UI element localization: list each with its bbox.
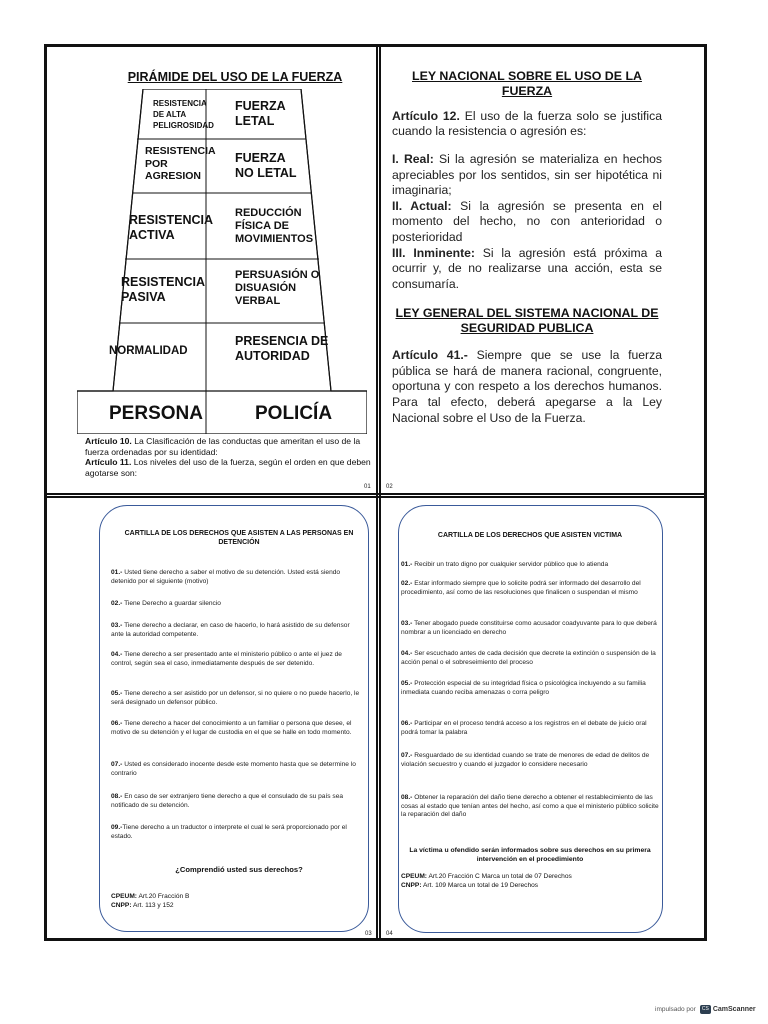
fraction-ii-label: II. Actual: (392, 198, 452, 213)
page-number-03: 03 (365, 931, 372, 937)
item-number: 03.- (111, 622, 123, 629)
fraction-iii-text: Si la agresión está próxima a ocurrir y, de no realizarse una acción, esta se consumaría. (392, 245, 662, 291)
item-number: 06.- (111, 720, 123, 727)
victima-references (401, 873, 657, 891)
art12-text: El uso de la fuerza solo se justifica cuando la resistencia o agresión es: (392, 108, 663, 139)
item-text: Tiene derecho a declarar, en caso de hacerlo, lo hará asistido de su defensor ante la autoridad competente. (111, 622, 350, 638)
item-text: Tener abogado puede constituirse como acusador coadyuvante para lo que deberá nombrar a un licenciado en derecho (401, 620, 657, 636)
victima-right-01 (401, 561, 659, 570)
art41-paragraph (392, 348, 662, 426)
fraction-ii-text: Si la agresión se presenta en el momento del hecho, no con anterioridad o posterioridad (392, 198, 662, 245)
pyramid-base-right: POLICÍA (255, 403, 333, 424)
powered-by-text: impulsado por (655, 1006, 696, 1014)
item-number: 08.- (401, 794, 413, 801)
item-number: 03.- (401, 620, 413, 627)
item-number: 06.- (401, 720, 413, 727)
pyramid-left-level-1: RESISTENCIA DE ALTA PELIGROSIDAD (153, 99, 214, 130)
pyramid-outline (77, 89, 367, 434)
pyramid-diagram (77, 89, 367, 434)
victima-notice: La víctima u ofendido serán informados sobre sus derechos en su primera intervención en el procedimiento (409, 847, 651, 864)
page-number-04: 04 (386, 931, 393, 937)
victima-right-06 (401, 720, 659, 737)
item-number: 02.- (401, 580, 413, 587)
panel1-footnote (85, 436, 371, 479)
pyramid-left-level-3: RESISTENCIA ACTIVA (129, 213, 214, 242)
victima-right-08 (401, 794, 659, 820)
item-text: Tiene Derecho a guardar silencio (122, 600, 221, 607)
victima-right-02 (401, 580, 659, 597)
page-number-02: 02 (386, 484, 393, 490)
item-number: 04.- (401, 650, 413, 657)
fraction-i (392, 152, 662, 199)
pyramid-right-level-3: REDUCCIÓN FÍSICA DE MOVIMIENTOS (235, 207, 314, 246)
detencion-references (111, 893, 361, 911)
item-text: Estar informado siempre que lo solicite podrá ser informado del desarrollo del procedimiento, así como de las resoluciones que finalicen o suspendan el mismo (401, 580, 641, 596)
page-number-01: 01 (364, 484, 371, 490)
art10-label: Artículo 10. (85, 436, 132, 446)
item-number: 07.- (401, 752, 413, 759)
item-text: Usted tiene derecho a saber el motivo de su detención. Usted está siendo detenido por el siguiente (motivo) (111, 569, 341, 585)
item-text: Protección especial de su integridad física o psicológica incluyendo a su familia inmediata cuando reciba amenazas o corra peligro (401, 680, 646, 696)
cartilla-detencion-title: CARTILLA DE LOS DERECHOS QUE ASISTEN A LAS PERSONAS EN DETENCIÓN (124, 530, 354, 547)
pyramid-base-left: PERSONA (109, 403, 203, 424)
art12-paragraph (392, 109, 662, 140)
detencion-right-08 (111, 793, 363, 810)
item-text: Resguardado de su identidad cuando se trate de menores de edad de delitos de violación secuestro y cuando el juzgador lo considere necesario (401, 752, 650, 768)
detencion-right-03 (111, 622, 363, 639)
item-number: 07.- (111, 761, 123, 768)
victima-right-03 (401, 620, 659, 637)
item-text: Tiene derecho a hacer del conocimiento a un familiar o persona que desee, el motivo de su detención y el lugar de custodia en el que se halle en todo momento. (111, 720, 352, 736)
item-number: 09.- (111, 824, 123, 831)
fraction-iii-label: III. Inminente: (392, 245, 475, 260)
cpeum-text: Art.20 Fracción B (137, 893, 190, 900)
detencion-right-01 (111, 569, 363, 586)
cnpp-text: Art. 113 y 152 (131, 901, 174, 909)
art41-label: Artículo 41.- (392, 348, 468, 363)
horizontal-divider (47, 493, 704, 498)
detencion-right-06 (111, 720, 363, 737)
art41-text: Siempre que se use la fuerza pública se hará de manera racional, congruente, oportuna y con respeto a los derechos humanos. Para tal efecto, deberá apegarse a la Ley Nacional sobre el Uso de la Fuerza. (392, 348, 662, 425)
comprehension-question: ¿Comprendió usted sus derechos? (175, 865, 303, 874)
victima-right-04 (401, 650, 659, 667)
cpeum-text: Art.20 Fracción C Marca un total de 07 Derechos (427, 873, 572, 880)
item-number: 01.- (401, 561, 413, 568)
document-sheet (44, 44, 707, 941)
cnpp-label: CNPP: (401, 881, 422, 889)
pyramid-left-level-4: RESISTENCIA PASIVA (121, 275, 206, 304)
art11-label: Artículo 11. (85, 457, 132, 468)
victima-right-05 (401, 680, 659, 697)
cnpp-text: Art. 109 Marca un total de 19 Derechos (421, 881, 539, 889)
detencion-right-09 (111, 824, 363, 841)
fraction-i-label: I. Real: (392, 151, 434, 166)
camscanner-name: CamScanner (712, 1006, 756, 1013)
fraction-ii (392, 199, 662, 246)
item-number: 08.- (111, 793, 123, 800)
item-text: Participar en el proceso tendrá acceso a los registros en el debate de juicio oral podrá tomar la palabra (401, 720, 647, 736)
fraction-i-text: Si la agresión se materializa en hechos apreciables por los sentidos, sin ser hipotética ni imaginaria; (392, 151, 662, 198)
detencion-right-07 (111, 761, 363, 778)
pyramid-right-level-1: FUERZA LETAL (235, 99, 286, 128)
pyramid-left-level-2: RESISTENCIA POR AGRESION (145, 145, 216, 183)
item-number: 02.- (111, 600, 123, 607)
item-number: 01.- (111, 569, 123, 576)
camscanner-logo-icon: CS (700, 1005, 711, 1014)
cpeum-label: CPEUM: (401, 873, 428, 880)
item-text: Usted es considerado inocente desde este momento hasta que se determine lo contrario (111, 761, 356, 777)
scanner-watermark (655, 1005, 756, 1014)
item-text: Tiene derecho a ser presentado ante el ministerio público o ante el juez de control, según sea el caso, inmediatamente después de ser detenido. (111, 651, 342, 667)
item-text: Ser escuchado antes de cada decisión que decrete la extinción o suspensión de la acción penal o el sobreseimiento del proceso (401, 650, 656, 666)
ley-nacional-heading: LEY NACIONAL SOBRE EL USO DE LA FUERZA (412, 69, 642, 98)
item-number: 05.- (111, 690, 123, 697)
art10-text: La Clasificación de las conductas que ameritan el uso de la fuerza ordenadas por su identidad: (85, 436, 361, 457)
panel-ley-nacional (392, 69, 662, 426)
cnpp-label: CNPP: (111, 901, 132, 909)
pyramid-right-level-5: PRESENCIA DE AUTORIDAD (235, 334, 329, 363)
art11-text: Los niveles del uso de la fuerza, según el orden en que deben agotarse son: (85, 457, 371, 479)
ley-general-heading: LEY GENERAL DEL SISTEMA NACIONAL DE SEGURIDAD PUBLICA (395, 306, 659, 336)
pyramid-left-level-5: NORMALIDAD (109, 345, 188, 357)
pyramid-right-level-4: PERSUASIÓN O DISUASIÓN VERBAL (235, 269, 320, 308)
item-number: 05.- (401, 680, 413, 687)
item-text: Tiene derecho a un traductor o interprete el cual le será proporcionado por el estado. (111, 824, 347, 840)
item-text: Obtener la reparación del daño tiene derecho a obtener el restablecimiento de las cosas al estado que tenían antes del hecho, así como a que el ministerio público solicite la reparación del daño (401, 794, 659, 819)
fraction-iii (392, 246, 662, 293)
detencion-right-04 (111, 651, 363, 668)
detencion-right-05 (111, 690, 363, 707)
item-text: Recibir un trato digno por cualquier servidor público que lo atienda (412, 561, 609, 568)
art12-label: Artículo 12. (392, 108, 460, 123)
victima-right-07 (401, 752, 659, 769)
item-text: En caso de ser extranjero tiene derecho a que el consulado de su país sea notificado de su detención. (111, 793, 344, 809)
panel1-title: PIRÁMIDE DEL USO DE LA FUERZA (127, 70, 343, 84)
item-number: 04.- (111, 651, 123, 658)
item-text: Tiene derecho a ser asistido por un defensor, si no quiere o no puede hacerlo, le será designado un defensor público. (111, 690, 360, 706)
detencion-right-02 (111, 600, 363, 609)
cartilla-victima-title: CARTILLA DE LOS DERECHOS QUE ASISTEN VICTIMA (437, 532, 623, 539)
cpeum-label: CPEUM: (111, 893, 138, 900)
pyramid-right-level-2: FUERZA NO LETAL (235, 151, 297, 180)
